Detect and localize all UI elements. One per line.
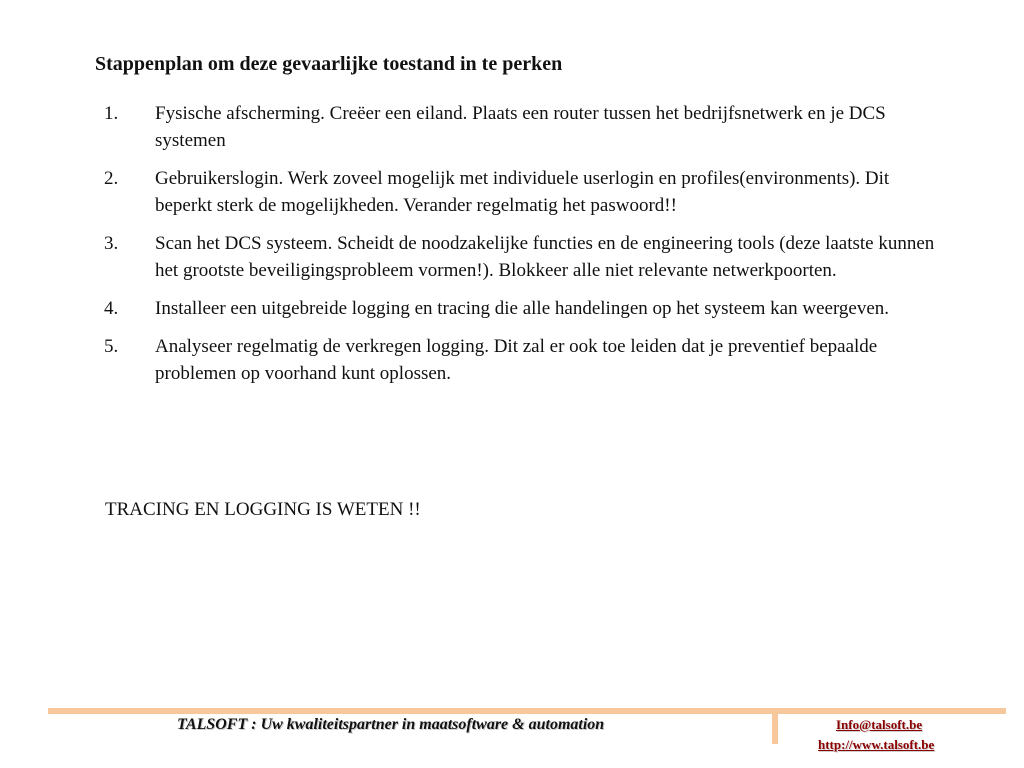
steps-list	[104, 100, 949, 398]
footer-tagline: TALSOFT : Uw kwaliteitspartner in maatsoftware & automation	[177, 716, 605, 733]
step-number: 5.	[104, 336, 119, 357]
step-item-4	[104, 295, 949, 322]
step-text: Scan het DCS systeem. Scheidt de noodzakelijke functies en de engineering tools (deze laatste kunnen het grootste beveiligingsprobleem vormen!). Blokkeer alle niet relevante netwerkpoorten.	[155, 233, 935, 281]
slide-title: Stappenplan om deze gevaarlijke toestand in te perken	[95, 53, 563, 75]
step-item-1	[104, 100, 949, 154]
footer-divider	[48, 708, 1006, 714]
step-number: 2.	[104, 168, 119, 189]
step-text: Installeer een uitgebreide logging en tracing die alle handelingen op het systeem kan weergeven.	[155, 298, 890, 319]
step-number: 1.	[104, 103, 119, 124]
email-link[interactable]: Info@talsoft.be	[836, 717, 923, 732]
step-number: 4.	[104, 298, 119, 319]
step-item-2	[104, 165, 949, 219]
step-text: Fysische afscherming. Creëer een eiland. Plaats een router tussen het bedrijfsnetwerk en je DCS systemen	[155, 103, 886, 151]
website-link[interactable]: http://www.talsoft.be	[818, 737, 935, 752]
step-text: Analyseer regelmatig de verkregen logging. Dit zal er ook toe leiden dat je preventief bepaalde problemen op voorhand kunt oplossen.	[155, 336, 878, 384]
footer-divider-post	[772, 708, 778, 744]
step-text: Gebruikerslogin. Werk zoveel mogelijk met individuele userlogin en profiles(environments). Dit beperkt sterk de mogelijkheden. Verander regelmatig het paswoord!!	[155, 168, 890, 216]
step-number: 3.	[104, 233, 119, 254]
closing-statement: TRACING EN LOGGING IS WETEN !!	[105, 499, 421, 520]
step-item-5	[104, 333, 949, 387]
step-item-3	[104, 230, 949, 284]
